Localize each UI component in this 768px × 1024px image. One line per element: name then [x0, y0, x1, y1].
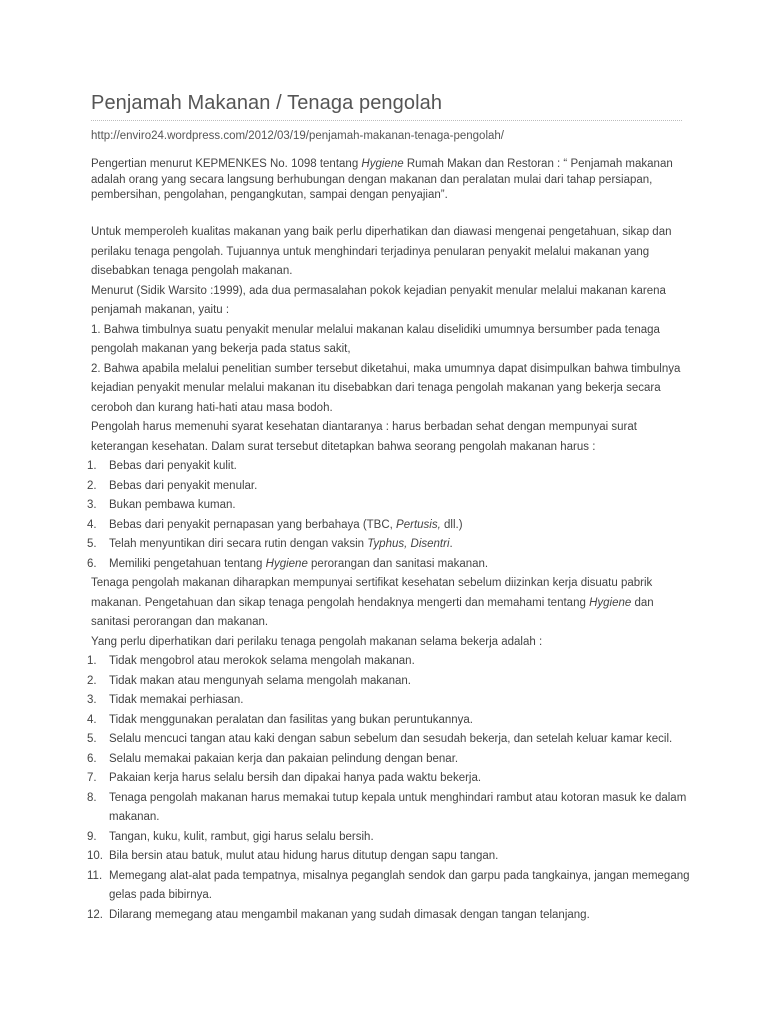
list-number: 3. — [87, 499, 97, 511]
list-text: Tangan, kuku, kulit, rambut, gigi harus selalu bersih. — [109, 830, 374, 843]
paragraph-purpose: Untuk memperoleh kualitas makanan yang baik perlu diperhatikan dan diawasi mengenai pengetahuan, sikap dan perilaku tenaga pengolah. Tujuannya untuk menghindari terjadinya penularan penyakit melalui makanan yang disebabkan tenaga pengolah makanan. — [91, 226, 672, 277]
list-item — [87, 828, 691, 848]
list-number: 5. — [87, 538, 97, 550]
list-item — [87, 516, 691, 536]
list-italic-term: Hygiene — [265, 557, 308, 570]
intro-italic-term: Hygiene — [361, 158, 404, 170]
list-text: Tidak memakai perhiasan. — [109, 694, 244, 706]
paragraph-point-1: 1. Bahwa timbulnya suatu penyakit menular melalui makanan kalau diselidiki umumnya bersumber pada tenaga pengolah makanan yang bekerja pada status sakit, — [91, 323, 660, 355]
list-number: 2. — [87, 674, 97, 687]
paragraph-behavior: Yang perlu diperhatikan dari perilaku tenaga pengolah makanan selama bekerja adalah : — [91, 635, 543, 648]
list-number: 9. — [87, 830, 97, 843]
source-url: http://enviro24.wordpress.com/2012/03/19/penjamah-makanan-tenaga-pengolah/ — [91, 130, 504, 142]
list-italic-term: Typhus, Disentri — [367, 538, 450, 550]
list-number: 1. — [87, 655, 97, 667]
list-number: 11. — [87, 869, 103, 882]
list-number: 4. — [87, 518, 97, 531]
list-item — [87, 477, 691, 497]
list-item — [87, 652, 691, 672]
list-text: Bila bersin atau batuk, mulut atau hidung harus ditutup dengan sapu tangan. — [109, 850, 499, 862]
paragraph-requirements: Pengolah harus memenuhi syarat kesehatan diantaranya : harus berbadan sehat dengan mempunyai surat keterangan kesehatan. Dalam surat tersebut ditetapkan bahwa seorang pengolah makanan harus : — [91, 421, 637, 453]
list-number: 1. — [87, 460, 97, 472]
list-number: 6. — [87, 557, 97, 570]
list-item — [87, 789, 691, 828]
intro-text-end: Rumah Makan dan Restoran : “ Penjamah makanan adalah orang yang secara langsung berhubungan dengan makanan dan peralatan mulai dari tahap persiapan, pembersihan, pengolahan, pengangkutan, sampai dengan penyajian”. — [91, 158, 673, 201]
list-item — [87, 555, 691, 575]
list-text-end: . — [449, 538, 453, 550]
intro-paragraph — [91, 157, 691, 204]
list-number: 3. — [87, 694, 97, 706]
list-number: 5. — [87, 733, 97, 745]
certificate-text-start: Tenaga pengolah makanan diharapkan mempunyai sertifikat kesehatan sebelum diizinkan kerja disuatu pabrik makanan. Pengetahuan dan sikap tenaga pengolah hendaknya mengerti dan memahami tentang — [91, 577, 653, 609]
paragraph-point-2: 2. Bahwa apabila melalui penelitian sumber tersebut diketahui, maka umumnya dapat disimpulkan bahwa timbulnya kejadian penyakit menular melalui makanan itu disebabkan dari tenaga pengolah makanan yang bekerja secara ceroboh dan kurang hati-hati atau masa bodoh. — [91, 362, 681, 414]
behavior-rules-list — [87, 652, 691, 925]
list-number: 7. — [87, 772, 97, 784]
list-item — [87, 769, 691, 789]
list-number: 10. — [87, 850, 103, 862]
list-text: Selalu memakai pakaian kerja dan pakaian pelindung dengan benar. — [109, 752, 459, 765]
certificate-italic-term: Hygiene — [589, 596, 632, 609]
certificate-text-end: dan sanitasi perorangan dan makanan. — [91, 596, 654, 628]
paragraph-certificate — [91, 574, 691, 633]
list-text: Dilarang memegang atau mengambil makanan yang sudah dimasak dengan tangan telanjang. — [109, 908, 590, 921]
list-item — [87, 535, 691, 555]
list-text: Bebas dari penyakit pernapasan yang berbahaya (TBC, — [109, 518, 397, 531]
list-number: 2. — [87, 479, 97, 492]
list-text: Bebas dari penyakit menular. — [109, 479, 258, 492]
list-text: Pakaian kerja harus selalu bersih dan dipakai hanya pada waktu bekerja. — [109, 772, 482, 784]
list-item — [87, 496, 691, 516]
list-text: Tidak mengobrol atau merokok selama mengolah makanan. — [109, 655, 415, 667]
paragraph-source: Menurut (Sidik Warsito :1999), ada dua permasalahan pokok kejadian penyakit menular melalui makanan karena penjamah makanan, yaitu : — [91, 284, 666, 316]
list-text: Memegang alat-alat pada tempatnya, misalnya peganglah sendok dan garpu pada tangkainya, jangan memegang gelas pada bibirnya. — [109, 869, 690, 901]
list-text: Selalu mencuci tangan atau kaki dengan sabun sebelum dan sesudah bekerja, dan setelah keluar kamar kecil. — [109, 733, 673, 745]
list-italic-term: Pertusis, — [396, 518, 441, 531]
list-number: 12. — [87, 908, 103, 921]
list-text: Bukan pembawa kuman. — [109, 499, 236, 511]
list-text: Telah menyuntikan diri secara rutin dengan vaksin — [109, 538, 368, 550]
list-text: Tidak menggunakan peralatan dan fasilitas yang bukan peruntukannya. — [109, 713, 473, 726]
list-item — [87, 730, 691, 750]
list-item — [87, 847, 691, 867]
list-text: Bebas dari penyakit kulit. — [109, 460, 237, 472]
title-divider — [91, 120, 682, 121]
list-item — [87, 906, 691, 926]
list-text-end: perorangan dan sanitasi makanan. — [307, 557, 489, 570]
list-text-end: dll.) — [440, 518, 463, 531]
page-title: Penjamah Makanan / Tenaga pengolah — [91, 92, 443, 114]
list-item — [87, 672, 691, 692]
list-number: 8. — [87, 791, 97, 804]
health-requirements-list — [87, 457, 691, 574]
article-body — [87, 223, 691, 925]
list-text: Tenaga pengolah makanan harus memakai tutup kepala untuk menghindari rambut atau kotoran masuk ke dalam makanan. — [109, 791, 687, 823]
list-item — [87, 711, 691, 731]
intro-text-start: Pengertian menurut KEPMENKES No. 1098 tentang — [91, 158, 362, 170]
list-text: Tidak makan atau mengunyah selama mengolah makanan. — [109, 674, 411, 687]
list-item — [87, 457, 691, 477]
list-number: 6. — [87, 752, 97, 765]
list-item — [87, 750, 691, 770]
list-text: Memiliki pengetahuan tentang — [109, 557, 266, 570]
list-item — [87, 867, 691, 906]
list-item — [87, 691, 691, 711]
list-number: 4. — [87, 713, 97, 726]
